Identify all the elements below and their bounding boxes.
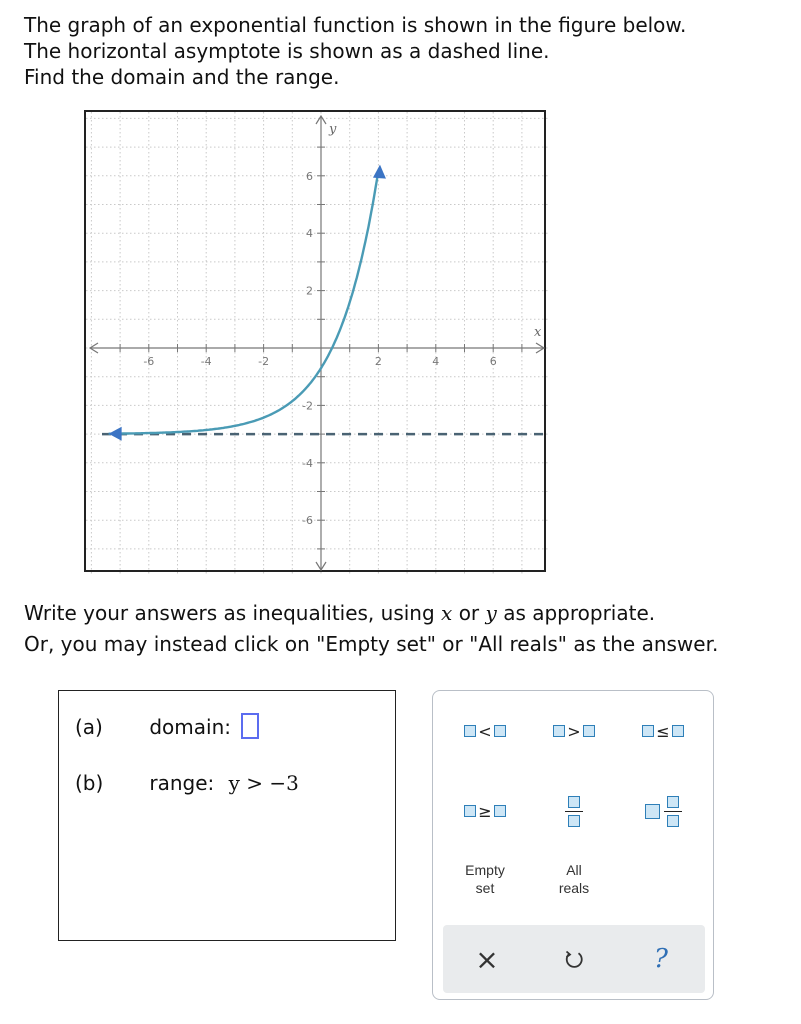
placeholder-box-icon xyxy=(642,725,654,737)
graph-canvas xyxy=(86,112,548,574)
denominator-box-icon xyxy=(568,815,580,827)
exponential-graph xyxy=(84,110,546,572)
y-tick-label: 6 xyxy=(306,169,313,183)
instructions-text-2: as appropriate. xyxy=(503,601,656,625)
placeholder-box-icon xyxy=(464,805,476,817)
denominator-box-icon xyxy=(667,815,679,827)
problem-line-3: Find the domain and the range. xyxy=(24,65,340,89)
all-reals-button[interactable] xyxy=(536,857,612,901)
placeholder-box-icon xyxy=(583,725,595,737)
placeholder-box-icon xyxy=(494,805,506,817)
close-icon: × xyxy=(475,942,499,976)
help-icon: ? xyxy=(654,944,668,974)
less-than-key[interactable] xyxy=(447,713,523,749)
undo-button[interactable] xyxy=(544,925,604,993)
exponential-curve xyxy=(109,170,379,433)
var-y: y xyxy=(485,601,497,625)
y-tick-label: 2 xyxy=(306,284,313,298)
range-row xyxy=(75,771,299,795)
x-tick-label: -2 xyxy=(258,355,270,368)
numerator-box-icon xyxy=(568,796,580,808)
placeholder-box-icon xyxy=(464,725,476,737)
less-than-symbol: < xyxy=(478,721,492,741)
math-keypad xyxy=(432,690,714,1000)
greater-equal-key[interactable] xyxy=(447,791,523,831)
help-button[interactable] xyxy=(631,925,691,993)
problem-line-2: The horizontal asymptote is shown as a dashed line. xyxy=(24,39,550,63)
greater-than-symbol: > xyxy=(567,721,581,741)
greater-equal-symbol: ≥ xyxy=(478,801,492,821)
instructions-text-1: Write your answers as inequalities, using xyxy=(24,601,435,625)
whole-box-icon xyxy=(645,804,660,819)
domain-label: domain: xyxy=(149,715,231,739)
empty-set-button[interactable] xyxy=(447,857,523,901)
curve-top-arrow xyxy=(373,165,386,179)
less-equal-symbol: ≤ xyxy=(656,721,670,741)
x-axis-label: x xyxy=(534,325,542,340)
range-label: range: xyxy=(149,771,215,795)
range-input[interactable]: y > −3 xyxy=(228,771,299,795)
less-equal-key[interactable] xyxy=(625,713,701,749)
mixed-fraction-icon xyxy=(664,796,682,827)
undo-icon xyxy=(563,948,585,970)
x-tick-label: -4 xyxy=(200,355,212,368)
placeholder-box-icon xyxy=(672,725,684,737)
placeholder-box-icon xyxy=(494,725,506,737)
instructions-or: or xyxy=(458,601,480,625)
all-reals-label-1: All xyxy=(566,862,582,878)
answer-box xyxy=(58,690,396,941)
x-tick-label: -6 xyxy=(143,355,155,368)
part-a-label: (a) xyxy=(75,715,103,739)
x-tick-label: 2 xyxy=(374,355,382,368)
y-tick-label: -4 xyxy=(302,456,313,470)
greater-than-key[interactable] xyxy=(536,713,612,749)
y-axis-label: y xyxy=(329,122,337,137)
empty-set-label-2: set xyxy=(475,880,495,896)
part-b-label: (b) xyxy=(75,771,104,795)
mixed-number-key[interactable] xyxy=(625,787,701,835)
fraction-bar-icon xyxy=(664,811,682,812)
var-x: x xyxy=(441,601,453,625)
curve-left-arrow xyxy=(109,427,122,441)
keypad-action-bar xyxy=(443,925,705,993)
y-tick-label: -2 xyxy=(302,399,313,413)
instructions-line-2: Or, you may instead click on "Empty set" or "All reals" as the answer. xyxy=(24,632,719,656)
y-tick-label: -6 xyxy=(302,514,313,528)
fraction-key[interactable] xyxy=(536,787,612,835)
placeholder-box-icon xyxy=(553,725,565,737)
y-tick-label: 4 xyxy=(306,227,313,241)
instructions xyxy=(24,598,718,660)
all-reals-label-2: reals xyxy=(558,880,590,896)
domain-row xyxy=(75,713,259,739)
x-tick-label: 6 xyxy=(489,355,497,368)
numerator-box-icon xyxy=(667,796,679,808)
fraction-bar-icon xyxy=(565,811,583,812)
domain-input[interactable] xyxy=(241,713,259,739)
x-tick-label: 4 xyxy=(432,355,440,368)
clear-button[interactable] xyxy=(457,925,517,993)
problem-statement xyxy=(24,12,686,90)
problem-line-1: The graph of an exponential function is shown in the figure below. xyxy=(24,13,687,37)
empty-set-label-1: Empty xyxy=(465,862,505,878)
